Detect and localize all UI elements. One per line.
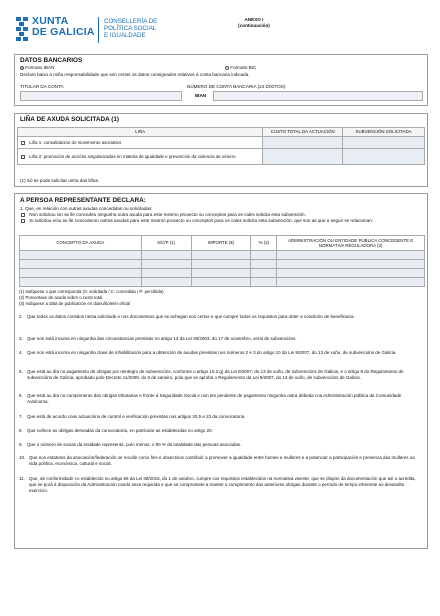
logo-line-2: DE GALICIA: [32, 26, 95, 38]
item-text: Que todos os datos contidos nesta solicitude e nos documentos que se achegan son certos e que cumpre todos os requisitos para obter a condición de beneficiaria.: [27, 314, 355, 319]
item-number: 11.: [19, 476, 25, 481]
bank-data-section: [14, 54, 428, 106]
annex-subtitle: (continuación): [238, 23, 270, 28]
header-line: LIÑA: [18, 128, 263, 137]
footnote: (2) Porcentaxe de axuda sobre o custo total: [19, 295, 103, 301]
account-number-label: NÚMERO DE CONTA BANCARIA (24 DÍXITOS): [187, 84, 286, 89]
item-text: Que está ao día no pagamento de obrigas por reintegro de subvencións, conforme o artigo 10.2.g) da Lei 9/2007, do 13 de xuño, de subvencións de Galicia, e o artigo 9 do Regulamento de subvencións de Galicia, aprobado polo Decreto 11/2009, do 8 de xaneiro, polo que se aproba o Regulamento da Lei 9/2007, do 13 de xuño, de subvencións de Galicia.: [27, 369, 404, 380]
aid-line-row: [18, 149, 425, 165]
item-text: Que coñece as obrigas derivadas da convocatoria, en particular as establecidas no artigo 20.: [27, 428, 213, 433]
iban-option[interactable]: [20, 65, 54, 71]
annex-label: [224, 17, 284, 29]
aid-line-row: [18, 137, 425, 149]
other-aids-row: [20, 260, 425, 269]
table-footnotes: [19, 289, 164, 308]
line1-checkbox[interactable]: [21, 141, 25, 145]
iban-prefix: IBAN: [195, 93, 207, 98]
aid-line-table: [17, 127, 425, 165]
scp-input[interactable]: [141, 260, 191, 269]
aid-line-cell[interactable]: [18, 149, 263, 165]
item-text: Que non está incursa en ningunha clase de inhabilitación para a obtención de axudas previstas nos números 2 e 3 do artigo 10 da Lei 9/2007, do 13 de xuño, de subvencións de Galicia.: [27, 350, 397, 355]
aid-concept-input[interactable]: [20, 278, 142, 287]
item-number: 8.: [19, 428, 23, 433]
header-total-cost: CUSTO TOTAL DA ACTUACIÓN: [263, 128, 343, 137]
line2-grant-input[interactable]: [343, 149, 425, 165]
aid-line-cell[interactable]: [18, 137, 263, 149]
line1-total-cost-input[interactable]: [263, 137, 343, 149]
header-scp: S/C/P (1): [141, 236, 191, 251]
declaration-point-1: 1. Que, en relación con outras axudas concedidas ou solicitadas:: [20, 206, 153, 211]
line2-total-cost-input[interactable]: [263, 149, 343, 165]
percent-input[interactable]: [251, 260, 277, 269]
aid-table-header: [18, 128, 425, 137]
annex-title: ANEXO I: [244, 17, 264, 22]
declaration-title: A PERSOA REPRESENTANTE DECLARA:: [20, 197, 146, 204]
administration-input[interactable]: [277, 260, 425, 269]
department-name: [104, 18, 157, 39]
department-line: E IGUALDADE: [104, 32, 146, 39]
aid-note: (1) Só se pode solicitar unha das liñas.: [20, 178, 100, 183]
item-text: Que está de acordo coas actuacións de control e verificación previstas nos artigos 20.5 e 23 da convocatoria.: [27, 414, 246, 419]
bic-radio[interactable]: [225, 66, 229, 70]
amount-input[interactable]: [191, 260, 251, 269]
not-requested-checkbox[interactable]: [21, 213, 25, 217]
footnote: (3) Indíquese a data de publicación en diario/boletín oficial: [19, 301, 131, 307]
header-administration: ADMINISTRACIÓN OU ENTIDADE PÚBLICA CONCEDENTE E NORMATIVA REGULADORA (3): [277, 236, 425, 251]
other-aids-header: [20, 236, 425, 251]
line1-grant-input[interactable]: [343, 137, 425, 149]
bank-section-title: DATOS BANCARIOS: [20, 57, 83, 64]
department-line: POLÍTICA SOCIAL: [104, 25, 157, 32]
bank-declaration: Declaro baixo a miña responsabilidade que son certos os datos consignados relativos á conta bancaria indicada.: [20, 72, 250, 77]
aid-section-title: LIÑA DE AXUDA SOLICITADA (1): [20, 116, 120, 123]
option-requested[interactable]: [21, 218, 421, 224]
item-number: 10.: [19, 455, 26, 460]
administration-input[interactable]: [277, 278, 425, 287]
other-aids-table: [19, 235, 425, 287]
declaration-item: [19, 455, 419, 467]
declaration-item: [19, 393, 419, 405]
aid-concept-input[interactable]: [20, 260, 142, 269]
item-number: 6.: [19, 393, 23, 398]
other-aids-row: [20, 278, 425, 287]
amount-input[interactable]: [191, 269, 251, 278]
item-number: 2.: [19, 314, 23, 319]
item-text: Que, de conformidade co establecido no artigo 69 da Lei 39/2015, do 1 de outubro, cumpre cos requisitos establecidos na normativa vixente, que se dispón da documentación que así o acredita, que se porá á disposición da Administración cando sexa requirida e que se compromete a manter o cumprimento das anteriores obrigas durante o período de tempo inherente ao devandito exercicio.: [29, 476, 416, 493]
scp-input[interactable]: [141, 269, 191, 278]
page-header: [16, 14, 426, 48]
bic-option[interactable]: [225, 65, 256, 71]
declaration-item: [19, 476, 419, 494]
item-number: 4.: [19, 350, 23, 355]
declaration-item: [19, 314, 419, 326]
requested-label: Si solicitou e/ou se lle concederon outras axudas para este mesmo proxecto ou conceptos para os cales solicita esta subvención, que son as que a seguir se relacionan:: [29, 218, 373, 223]
scp-input[interactable]: [141, 278, 191, 287]
header-requested-grant: SUBVENCIÓN SOLICITADA: [343, 128, 425, 137]
header-percent: % (2): [251, 236, 277, 251]
line1-label: Liña 1: consolidación do movemento asociativo: [29, 139, 122, 145]
aid-concept-input[interactable]: [20, 269, 142, 278]
item-text: Que non está incursa en ningunha das circunstancias previstas no artigo 13 da Lei 38/2003, do 17 de novembro, xeral de subvencións.: [27, 336, 297, 341]
item-text: Que o número de socias da entidade representa, polo menos, o 90 % da totalidade das persoas asociadas.: [27, 442, 242, 447]
declaration-item: [19, 442, 419, 448]
item-number: 5.: [19, 369, 23, 374]
logo-divider: [98, 17, 99, 43]
logo-text: [32, 16, 95, 38]
administration-input[interactable]: [277, 269, 425, 278]
account-number-field[interactable]: [213, 91, 423, 101]
declaration-item: [19, 369, 419, 387]
holder-label: TITULAR DA CONTA: [20, 84, 64, 89]
bic-option-label: Formato BIC: [230, 65, 257, 70]
header-aid-concept: CONCEPTO DA AXUDA: [20, 236, 142, 251]
item-text: Que está ao día no cumprimento das obrigas tributarias e fronte á Seguridade Social e non ten pendente de pagamento ningunha outra débeda coa Administración pública da Comunidade Autónoma.: [27, 393, 402, 404]
item-number: 9.: [19, 442, 23, 447]
other-aids-row: [20, 251, 425, 260]
other-aids-row: [20, 269, 425, 278]
aid-line-section: [14, 113, 428, 187]
percent-input[interactable]: [251, 251, 277, 260]
declaration-item: [19, 414, 419, 420]
scp-input[interactable]: [141, 251, 191, 260]
line2-label: Liña 2: promoción de accións singularizadas en materia de igualdade e prevención da violencia de xénero: [29, 153, 236, 159]
item-number: 3.: [19, 336, 23, 341]
item-number: 7.: [19, 414, 23, 419]
declaration-item: [19, 350, 419, 362]
department-line: CONSELLERÍA DE: [104, 18, 158, 25]
declaration-item: [19, 428, 419, 434]
xunta-logo-icon: [16, 17, 29, 41]
item-text: Que nos estatutos da asociación/federación se recolle como fins e obxectivos contribuír a promover a igualdade entre homes e mulleres e a potenciar a participación e presenza das mulleres na vida política, económica, cultural e social.: [29, 455, 415, 466]
percent-input[interactable]: [251, 278, 277, 287]
requested-checkbox[interactable]: [21, 219, 25, 223]
not-requested-label: Non solicitou nin se lle concedeu ningunha outra axuda para este mesmo proxecto ou conceptos para os cales solicita esta subvención.: [29, 212, 306, 217]
line2-checkbox[interactable]: [21, 155, 25, 159]
iban-option-label: Formato IBAN: [25, 65, 55, 70]
header-amount: IMPORTE (€): [191, 236, 251, 251]
administration-input[interactable]: [277, 251, 425, 260]
amount-input[interactable]: [191, 251, 251, 260]
logo-line-1: XUNTA: [32, 15, 69, 27]
declaration-item: [19, 336, 419, 342]
iban-radio[interactable]: [20, 66, 24, 70]
footnote: (1) Indíquese o que corresponda (S: solicitada / C: concedida / P: percibida): [19, 289, 164, 294]
aid-concept-input[interactable]: [20, 251, 142, 260]
amount-input[interactable]: [191, 278, 251, 287]
option-not-requested[interactable]: [21, 212, 421, 218]
percent-input[interactable]: [251, 269, 277, 278]
account-holder-field[interactable]: [20, 91, 182, 101]
